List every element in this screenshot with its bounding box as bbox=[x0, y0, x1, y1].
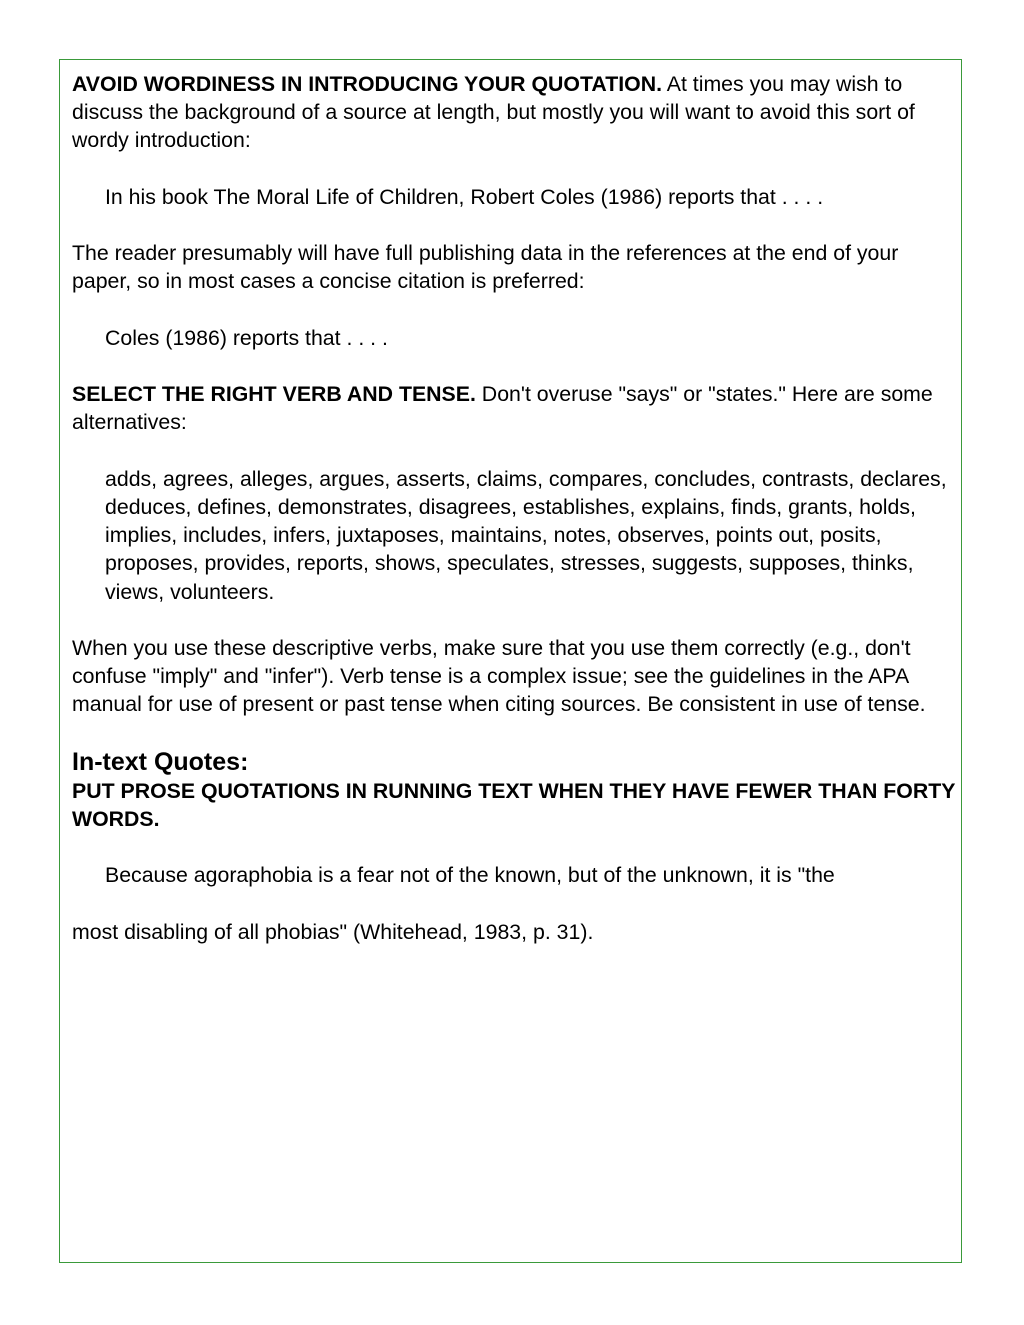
verb-list: adds, agrees, alleges, argues, asserts, claims, compares, concludes, contrasts, declares, deduces, defines, demonstrates, disagrees, establishes, explains, finds, grants, holds, implies, includes, infers, juxtaposes, maintains, notes, observes, points out, posits, proposes, provides, reports, shows, speculates, stresses, suggests, supposes, thinks, views, volunteers. bbox=[105, 466, 947, 604]
verb-tense-body: Don't overuse "says" or "states." Here are some alternatives: bbox=[72, 382, 933, 435]
verb-tense-heading: SELECT THE RIGHT VERB AND TENSE. bbox=[72, 382, 476, 407]
document-content bbox=[72, 70, 956, 974]
concise-citation-paragraph: The reader presumably will have full publishing data in the references at the end of your paper, so in most cases a concise citation is preferred: bbox=[72, 241, 899, 294]
quote-line-1: Because agoraphobia is a fear not of the known, but of the unknown, it is "the bbox=[105, 863, 835, 888]
quote-line-2: most disabling of all phobias" (Whitehead, 1983, p. 31). bbox=[72, 919, 594, 944]
concise-example: Coles (1986) reports that . . . . bbox=[105, 325, 388, 350]
verb-tense-paragraph bbox=[72, 380, 956, 436]
wordiness-paragraph bbox=[72, 70, 956, 155]
wordiness-heading: AVOID WORDINESS IN INTRODUCING YOUR QUOTATION. bbox=[72, 72, 663, 96]
verb-usage-paragraph: When you use these descriptive verbs, make sure that you use them correctly (e.g., don't confuse "imply" and "infer"). Verb tense is a complex issue; see the guidelines in the APA manual for use of present or past tense when citing sources. Be consistent in use of tense. bbox=[72, 635, 926, 717]
in-text-quotes-title: In-text Quotes: bbox=[72, 747, 249, 776]
wordy-example: In his book The Moral Life of Children, Robert Coles (1986) reports that . . . . bbox=[105, 184, 824, 209]
wordiness-body: At times you may wish to discuss the background of a source at length, but mostly you will want to avoid this sort of wordy introduction: bbox=[72, 72, 915, 153]
prose-quotations-subheading: PUT PROSE QUOTATIONS IN RUNNING TEXT WHEN THEY HAVE FEWER THAN FORTY WORDS. bbox=[72, 778, 956, 831]
